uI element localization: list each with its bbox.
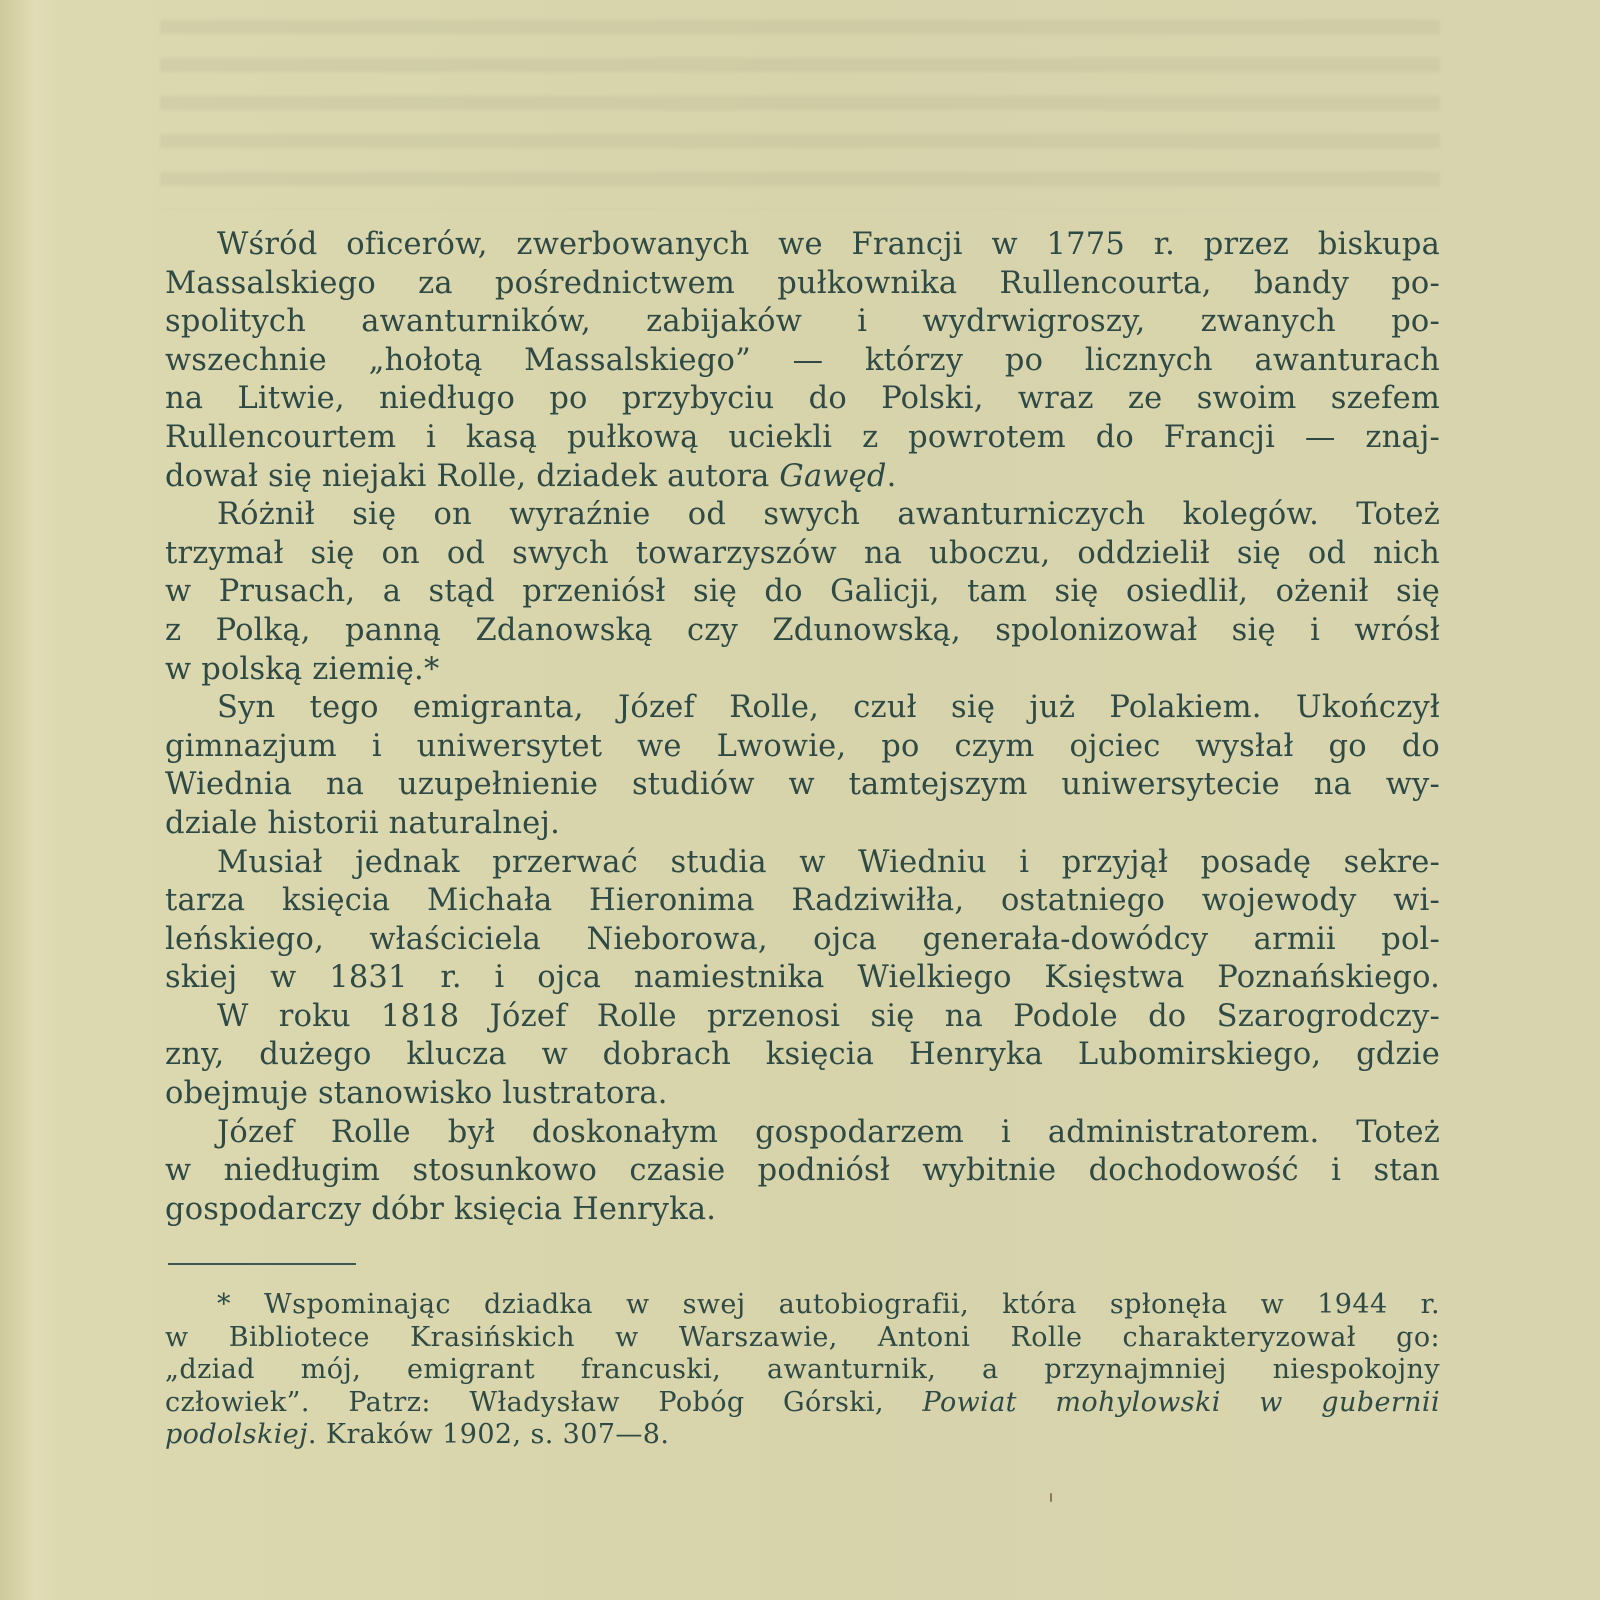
text-line: W roku 1818 Józef Rolle przenosi się na Podole do Szarogrodczy-: [217, 998, 1440, 1034]
text-run: .: [886, 458, 897, 494]
text-line: skiej w 1831 r. i ojca namiestnika Wielkiego Księstwa Poznańskiego.: [165, 960, 1440, 996]
text-line: spolitych awanturników, zabijaków i wydrwigroszy, zwanych po-: [165, 304, 1440, 340]
text-line: w polską ziemię.*: [165, 651, 440, 687]
text-line: Rullencourtem i kasą pułkową uciekli z powrotem do Francji — znaj-: [165, 419, 1440, 455]
text-line: Syn tego emigranta, Józef Rolle, czuł się już Polakiem. Ukończył: [217, 690, 1440, 726]
text-line: zny, dużego klucza w dobrach księcia Henryka Lubomirskiego, gdzie: [165, 1037, 1440, 1073]
text-line: w niedługim stosunkowo czasie podniósł wybitnie dochodowość i stan: [165, 1153, 1440, 1189]
text-line: wszechnie „hołotą Massalskiego” — którzy po licznych awanturach: [165, 342, 1440, 378]
text-line: obejmuje stanowisko lustratora.: [165, 1076, 668, 1112]
text-line: leńskiego, właściciela Nieborowa, ojca generała-dowódcy armii pol-: [165, 921, 1440, 957]
italic-title: podolskiej: [165, 1419, 308, 1451]
footnote: [165, 1289, 1440, 1452]
text-run: . Kraków 1902, s. 307—8.: [307, 1419, 670, 1451]
text-line: tarza księcia Michała Hieronima Radziwiłła, ostatniego wojewody wi-: [165, 883, 1440, 919]
footnote-line: w Bibliotece Krasińskich w Warszawie, Antoni Rolle charakteryzował go:: [165, 1321, 1440, 1353]
text-line: Musiał jednak przerwać studia w Wiedniu i przyjął posadę sekre-: [217, 844, 1440, 880]
text-line: Różnił się on wyraźnie od swych awanturniczych kolegów. Toteż: [217, 497, 1440, 533]
italic-title: Gawęd: [779, 458, 887, 494]
text-line: gimnazjum i uniwersytet we Lwowie, po czym ojciec wysłał go do: [165, 728, 1440, 764]
reverse-side-bleed-through: [160, 0, 1440, 210]
text-line: Józef Rolle był doskonałym gospodarzem i administratorem. Toteż: [217, 1114, 1440, 1150]
text-line: z Polką, panną Zdanowską czy Zdunowską, spolonizował się i wrósł: [165, 612, 1440, 648]
text-line: Wśród oficerów, zwerbowanych we Francji w 1775 r. przez biskupa: [217, 227, 1440, 262]
text-line: Massalskiego za pośrednictwem pułkownika Rullencourta, bandy po-: [165, 265, 1440, 301]
italic-title: Powiat mohylowski w gubernii: [922, 1386, 1440, 1418]
text-line: Wiednia na uzupełnienie studiów w tamtejszym uniwersytecie na wy-: [165, 767, 1440, 803]
footnote-separator-rule: [168, 1263, 356, 1265]
text-line: na Litwie, niedługo po przybyciu do Polski, wraz ze swoim szefem: [165, 381, 1440, 417]
main-text: [165, 226, 1440, 1229]
paper-speck: [1050, 1493, 1052, 1502]
text-run: człowiek”. Patrz: Władysław Pobóg Górski,: [165, 1386, 923, 1418]
text-line: gospodarczy dóbr księcia Henryka.: [165, 1191, 717, 1227]
footnote-line: * Wspominając dziadka w swej autobiografii, która spłonęła w 1944 r.: [217, 1289, 1440, 1320]
text-line: dziale historii naturalnej.: [165, 805, 560, 841]
text-line: trzymał się on od swych towarzyszów na uboczu, oddzielił się od nich: [165, 535, 1440, 571]
footnote-line: [165, 1419, 1440, 1452]
footnote-line: [165, 1387, 1440, 1420]
text-line: w Prusach, a stąd przeniósł się do Galicji, tam się osiedlił, ożenił się: [165, 574, 1440, 610]
footnote-line: „dziad mój, emigrant francuski, awanturnik, a przynajmniej niespokojny: [165, 1354, 1440, 1386]
text-run: dował się niejaki Rolle, dziadek autora: [165, 458, 780, 494]
text-line: [165, 458, 1440, 497]
